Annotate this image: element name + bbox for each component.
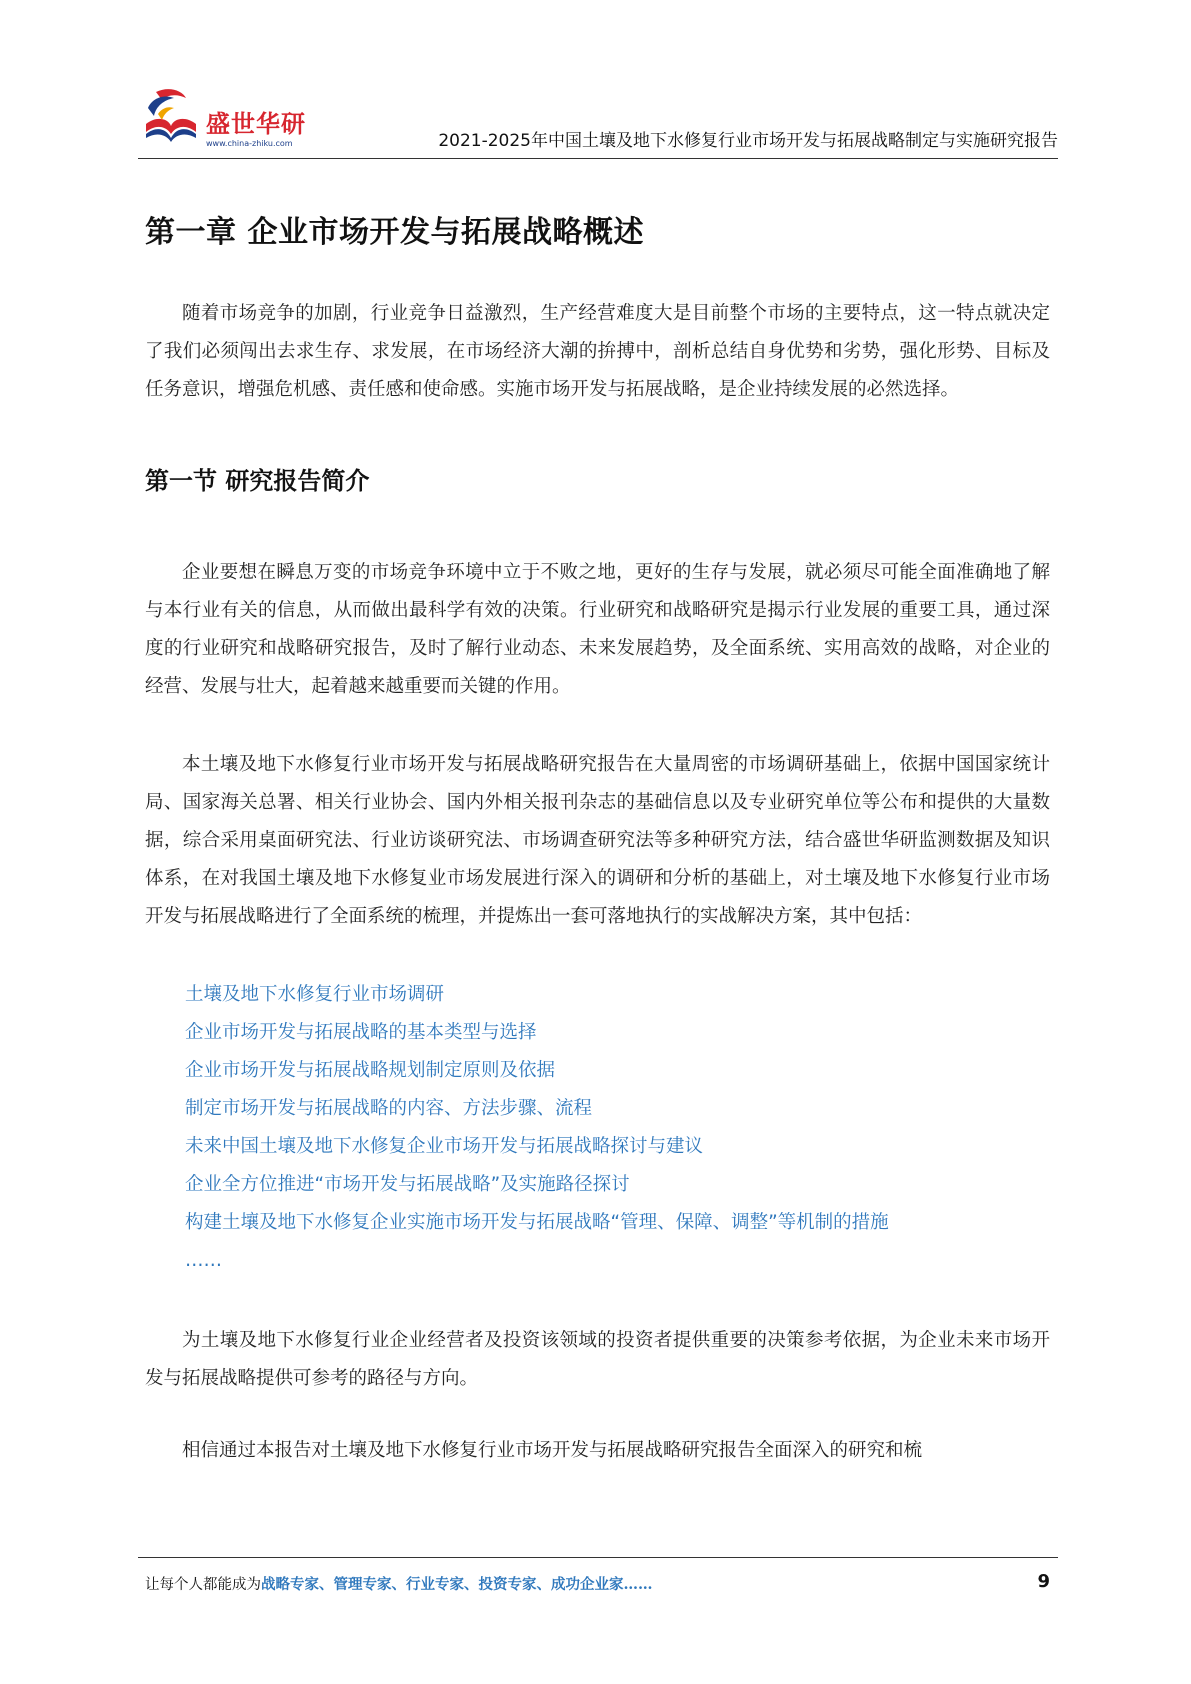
page-number: 9 xyxy=(1037,1571,1050,1592)
logo-url: www.china-zhiku.com xyxy=(206,139,293,148)
section-paragraph: 企业要想在瞬息万变的市场竞争环境中立于不败之地，更好的生存与发展，就必须尽可能全面准确地了解与本行业有关的信息，从而做出最科学有效的决策。行业研究和战略研究是揭示行业发展的重要工具，通过深度的行业研究和战略研究报告，及时了解行业动态、未来发展趋势，及全面系统、实用高效的战略，对企业的经营、发展与壮大，起着越来越重要而关键的作用。 xyxy=(145,562,1050,697)
closing-paragraph: 为土壤及地下水修复行业企业经营者及投资该领域的投资者提供重要的决策参考依据，为企业未来市场开发与拓展战略提供可参考的路径与方向。 xyxy=(145,1330,1050,1389)
contents-link-ellipsis: …… xyxy=(185,1250,222,1271)
footer-motto-prefix: 让每个人都能成为 xyxy=(145,1577,261,1593)
logo-emblem-icon xyxy=(138,84,204,150)
page-footer xyxy=(145,1573,1050,1597)
company-logo xyxy=(138,84,313,154)
page-content xyxy=(145,195,1050,1470)
contents-link-item[interactable]: 企业市场开发与拓展战略规划制定原则及依据 xyxy=(185,1060,556,1081)
contents-link-item[interactable]: 土壤及地下水修复行业市场调研 xyxy=(185,984,445,1005)
contents-link-item[interactable]: 企业市场开发与拓展战略的基本类型与选择 xyxy=(185,1022,537,1043)
closing-paragraph: 相信通过本报告对土壤及地下水修复行业市场开发与拓展战略研究报告全面深入的研究和梳 xyxy=(182,1440,923,1461)
contents-link-item[interactable]: 企业全方位推进“市场开发与拓展战略”及实施路径探讨 xyxy=(185,1174,630,1195)
section-paragraph: 本土壤及地下水修复行业市场开发与拓展战略研究报告在大量周密的市场调研基础上，依据中国国家统计局、国家海关总署、相关行业协会、国内外相关报刊杂志的基础信息以及专业研究单位等公布和提供的大量数据，综合采用桌面研究法、行业访谈研究法、市场调查研究法等多种研究方法，结合盛世华研监测数据及知识体系，在对我国土壤及地下水修复业市场发展进行深入的调研和分析的基础上，对土壤及地下水修复行业市场开发与拓展战略进行了全面系统的梳理，并提炼出一套可落地执行的实战解决方案，其中包括： xyxy=(145,754,1050,927)
chapter-title: 第一章 企业市场开发与拓展战略概述 xyxy=(145,215,644,250)
contents-link-item[interactable]: 构建土壤及地下水修复企业实施市场开发与拓展战略“管理、保障、调整”等机制的措施 xyxy=(185,1212,889,1233)
footer-divider xyxy=(138,1557,1058,1558)
contents-link-item[interactable]: 未来中国土壤及地下水修复企业市场开发与拓展战略探讨与建议 xyxy=(185,1136,704,1157)
footer-motto-highlight: 战略专家、管理专家、行业专家、投资专家、成功企业家…… xyxy=(261,1576,653,1593)
section-title: 第一节 研究报告简介 xyxy=(145,467,370,495)
footer-motto xyxy=(145,1573,653,1594)
chapter-intro-paragraph: 随着市场竞争的加剧，行业竞争日益激烈，生产经营难度大是目前整个市场的主要特点，这一特点就决定了我们必须闯出去求生存、求发展，在市场经济大潮的拚搏中，剖析总结自身优势和劣势，强化形势、目标及任务意识，增强危机感、责任感和使命感。实施市场开发与拓展战略，是企业持续发展的必然选择。 xyxy=(145,303,1050,400)
header-divider xyxy=(138,158,1058,159)
report-title: 2021-2025年中国土壤及地下水修复行业市场开发与拓展战略制定与实施研究报告 xyxy=(438,131,1058,151)
logo-name: 盛世华研 xyxy=(206,110,306,138)
page-header xyxy=(138,78,1058,158)
contents-link-list xyxy=(145,976,1050,1280)
contents-link-item[interactable]: 制定市场开发与拓展战略的内容、方法步骤、流程 xyxy=(185,1098,593,1119)
